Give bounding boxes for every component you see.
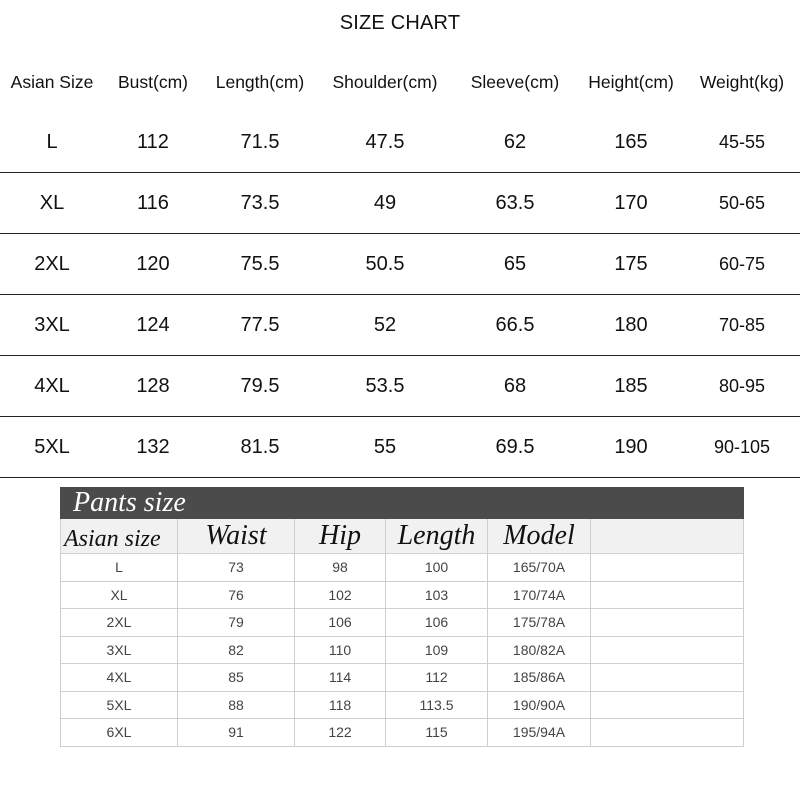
cell-length: 73.5 [240, 191, 280, 214]
pants-cell-length: 100 [386, 554, 488, 581]
pants-cell-model: 170/74A [488, 582, 591, 609]
pants-cell-model: 180/82A [488, 637, 591, 664]
pants-header-asian-size: Asian size [61, 519, 178, 553]
pants-cell-waist: 76 [178, 582, 295, 609]
cell-shoulder: 47.5 [365, 130, 405, 153]
cell-bust: 112 [137, 130, 169, 153]
header-bust: Bust(cm) [118, 71, 188, 92]
cell-height: 175 [614, 252, 648, 275]
cell-weight: 90-105 [713, 436, 771, 457]
pants-cell-waist: 88 [178, 692, 295, 719]
pants-cell-blank [591, 692, 743, 719]
cell-size: 5XL [34, 435, 70, 458]
cell-bust: 116 [137, 191, 169, 214]
pants-header-row [61, 519, 743, 554]
pants-cell-size: XL [61, 582, 178, 609]
table-row [61, 719, 743, 747]
table-row [61, 664, 743, 692]
cell-sleeve: 66.5 [495, 313, 535, 336]
pants-size-title: Pants size [60, 487, 744, 519]
pants-cell-size: L [61, 554, 178, 581]
cell-height: 170 [614, 191, 648, 214]
pants-cell-size: 5XL [61, 692, 178, 719]
cell-size: 3XL [34, 313, 70, 336]
pants-cell-length: 106 [386, 609, 488, 636]
pants-cell-length: 113.5 [386, 692, 488, 719]
cell-weight: 70-85 [718, 314, 766, 335]
pants-cell-length: 115 [386, 719, 488, 746]
pants-cell-length: 103 [386, 582, 488, 609]
pants-cell-waist: 73 [178, 554, 295, 581]
pants-cell-length: 109 [386, 637, 488, 664]
cell-height: 165 [614, 130, 648, 153]
pants-cell-model: 165/70A [488, 554, 591, 581]
pants-cell-waist: 82 [178, 637, 295, 664]
cell-weight: 50-65 [718, 192, 766, 213]
header-length: Length(cm) [215, 71, 305, 92]
cell-weight: 80-95 [718, 375, 766, 396]
pants-cell-waist: 79 [178, 609, 295, 636]
header-weight: Weight(kg) [699, 71, 785, 92]
pants-cell-waist: 91 [178, 719, 295, 746]
cell-sleeve: 65 [503, 252, 527, 275]
pants-header-blank [591, 519, 743, 553]
pants-cell-model: 195/94A [488, 719, 591, 746]
table-row [61, 637, 743, 665]
table-row [61, 609, 743, 637]
cell-bust: 124 [136, 313, 170, 336]
pants-cell-model: 185/86A [488, 664, 591, 691]
pants-header-model: Model [488, 519, 591, 553]
pants-size-table [60, 487, 744, 747]
pants-cell-size: 2XL [61, 609, 178, 636]
pants-header-hip: Hip [295, 519, 386, 553]
pants-cell-hip: 110 [295, 637, 386, 664]
pants-cell-hip: 118 [295, 692, 386, 719]
pants-cell-size: 4XL [61, 664, 178, 691]
pants-cell-blank [591, 582, 743, 609]
cell-height: 185 [614, 374, 648, 397]
pants-cell-hip: 122 [295, 719, 386, 746]
cell-height: 180 [614, 313, 648, 336]
table-row [0, 417, 800, 478]
pants-cell-blank [591, 719, 743, 746]
header-shoulder: Shoulder(cm) [332, 71, 438, 92]
cell-length: 77.5 [240, 313, 280, 336]
pants-cell-hip: 98 [295, 554, 386, 581]
pants-cell-blank [591, 554, 743, 581]
pants-size-grid [60, 519, 744, 747]
cell-weight: 45-55 [718, 131, 766, 152]
header-asian-size: Asian Size [10, 71, 94, 92]
pants-header-length: Length [386, 519, 488, 553]
table-row [0, 173, 800, 234]
pants-cell-waist: 85 [178, 664, 295, 691]
pants-cell-hip: 102 [295, 582, 386, 609]
pants-cell-hip: 106 [295, 609, 386, 636]
pants-cell-model: 175/78A [488, 609, 591, 636]
cell-shoulder: 55 [373, 435, 397, 458]
cell-length: 81.5 [240, 435, 280, 458]
table-row [0, 356, 800, 417]
header-height: Height(cm) [588, 71, 674, 92]
table-row [61, 692, 743, 720]
cell-sleeve: 69.5 [495, 435, 535, 458]
pants-cell-hip: 114 [295, 664, 386, 691]
cell-bust: 120 [136, 252, 170, 275]
pants-cell-length: 112 [386, 664, 488, 691]
cell-height: 190 [614, 435, 648, 458]
cell-length: 71.5 [240, 130, 280, 153]
pants-cell-blank [591, 664, 743, 691]
cell-bust: 132 [136, 435, 170, 458]
cell-shoulder: 53.5 [365, 374, 405, 397]
table-row [61, 582, 743, 610]
cell-sleeve: 68 [503, 374, 527, 397]
table-row [61, 554, 743, 582]
cell-size: L [46, 130, 58, 153]
cell-weight: 60-75 [718, 253, 766, 274]
pants-cell-size: 3XL [61, 637, 178, 664]
cell-size: 4XL [34, 374, 70, 397]
cell-bust: 128 [136, 374, 170, 397]
table-row [0, 234, 800, 295]
cell-length: 75.5 [240, 252, 280, 275]
cell-shoulder: 50.5 [365, 252, 405, 275]
cell-shoulder: 49 [373, 191, 397, 214]
cell-size: 2XL [34, 252, 70, 275]
table-row [0, 295, 800, 356]
cell-shoulder: 52 [373, 313, 397, 336]
pants-cell-blank [591, 637, 743, 664]
table-row [0, 112, 800, 173]
header-sleeve: Sleeve(cm) [470, 71, 560, 92]
size-chart-table [0, 62, 800, 478]
size-chart-header-row [0, 62, 800, 102]
pants-cell-blank [591, 609, 743, 636]
pants-header-waist: Waist [178, 519, 295, 553]
cell-sleeve: 62 [503, 130, 527, 153]
cell-size: XL [39, 191, 65, 214]
cell-sleeve: 63.5 [495, 191, 535, 214]
pants-cell-model: 190/90A [488, 692, 591, 719]
pants-cell-size: 6XL [61, 719, 178, 746]
cell-length: 79.5 [240, 374, 280, 397]
size-chart-title: SIZE CHART [339, 12, 461, 34]
